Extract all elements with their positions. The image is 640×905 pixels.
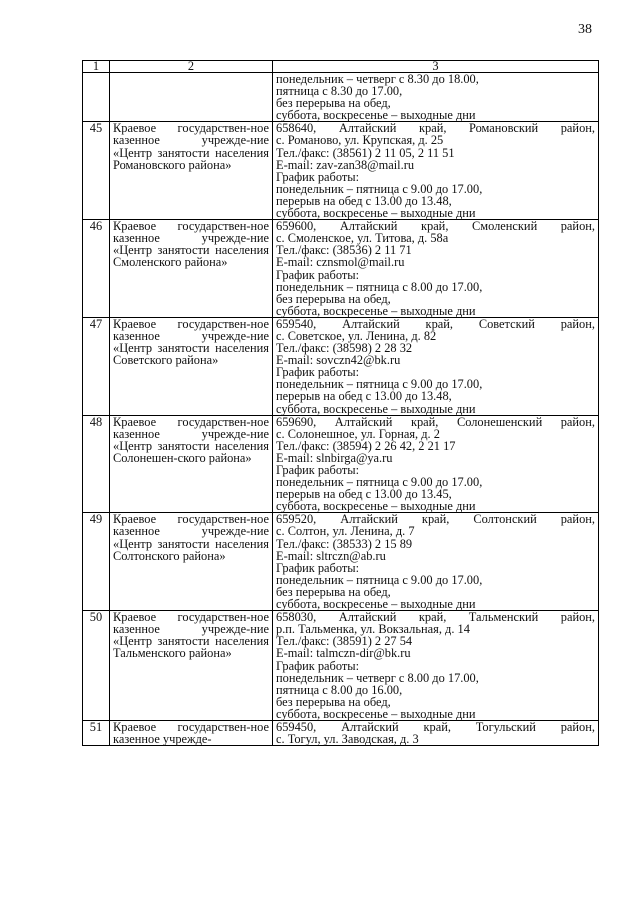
- contact-details: [273, 317, 599, 415]
- organization-name: Краевое государствен-ное казенное учрежде-ние «Центр занятости населения Солонешен-ского района»: [110, 415, 273, 513]
- details-line: E-mail: talmczn-dir@bk.ru: [276, 646, 411, 661]
- details-line: пятница с 8.30 до 17.00,: [276, 84, 403, 99]
- row-number: 50: [83, 611, 110, 721]
- details-line: График работы:: [276, 658, 360, 673]
- details-line: понедельник – пятница с 9.00 до 17.00,: [276, 377, 483, 392]
- details-line: 658640, Алтайский край, Романовский район,: [276, 121, 595, 136]
- details-line: без перерыва на обед,: [276, 584, 391, 599]
- details-line: понедельник – четверг с 8.30 до 18.00,: [276, 72, 479, 86]
- details-line: 658030, Алтайский край, Тальменский район,: [276, 610, 595, 625]
- details-line: суббота, воскресенье – выходные дни: [276, 206, 476, 221]
- table-row: [83, 513, 599, 611]
- organization-name: [110, 73, 273, 122]
- column-header-details: 3: [273, 61, 599, 73]
- details-line: суббота, воскресенье – выходные дни: [276, 401, 476, 416]
- details-line: понедельник – четверг с 8.00 до 17.00,: [276, 670, 479, 685]
- details-line: суббота, воскресенье – выходные дни: [276, 597, 476, 612]
- details-line: с. Советское, ул. Ленина, д. 82: [276, 328, 437, 343]
- details-line: без перерыва на обед,: [276, 96, 391, 111]
- details-line: 659540, Алтайский край, Советский район,: [276, 316, 595, 331]
- contact-details: [273, 415, 599, 513]
- row-number: 51: [83, 720, 110, 745]
- details-line: E-mail: sovczn42@bk.ru: [276, 353, 401, 368]
- details-line: График работы:: [276, 365, 360, 380]
- details-line: перерыв на обед с 13.00 до 13.48,: [276, 193, 452, 208]
- details-line: с. Солонешное, ул. Горная, д. 2: [276, 426, 440, 441]
- details-line: суббота, воскресенье – выходные дни: [276, 499, 476, 514]
- details-line: суббота, воскресенье – выходные дни: [276, 706, 476, 721]
- details-line: График работы:: [276, 560, 360, 575]
- row-number: 48: [83, 415, 110, 513]
- contact-details: [273, 220, 599, 318]
- details-line: Тел./факс: (38594) 2 26 42, 2 21 17: [276, 438, 456, 453]
- details-line: 659690, Алтайский край, Солонешенский район,: [276, 414, 595, 429]
- details-line: Тел./факс: (38591) 2 27 54: [276, 634, 413, 649]
- contact-details: [273, 611, 599, 721]
- details-line: с. Романово, ул. Крупская, д. 25: [276, 133, 444, 148]
- details-line: суббота, воскресенье – выходные дни: [276, 108, 476, 123]
- row-number: [83, 73, 110, 122]
- details-line: с. Солтон, ул. Ленина, д. 7: [276, 524, 415, 539]
- contact-details: [273, 720, 599, 745]
- row-number: 46: [83, 220, 110, 318]
- organization-name: Краевое государствен-ное казенное учрежде-ние «Центр занятости населения Солтонского района»: [110, 513, 273, 611]
- details-line: с. Тогул, ул. Заводская, д. 3: [276, 732, 419, 747]
- details-line: График работы:: [276, 463, 360, 477]
- table-row: [83, 415, 599, 513]
- organizations-table: [82, 60, 599, 746]
- details-line: Тел./факс: (38536) 2 11 71: [276, 243, 412, 258]
- table-header-row: [83, 61, 599, 73]
- organization-name: Краевое государствен-ное казенное учрежде-ние «Центр занятости населения Тальменского района»: [110, 611, 273, 721]
- details-line: без перерыва на обед,: [276, 694, 391, 709]
- table-row: [83, 720, 599, 745]
- details-line: суббота, воскресенье – выходные дни: [276, 303, 476, 318]
- details-line: понедельник – пятница с 9.00 до 17.00,: [276, 572, 483, 587]
- details-line: Тел./факс: (38533) 2 15 89: [276, 536, 413, 551]
- table-row: [83, 220, 599, 318]
- details-line: понедельник – пятница с 9.00 до 17.00,: [276, 181, 483, 196]
- details-line: перерыв на обед с 13.00 до 13.48,: [276, 389, 452, 404]
- organization-name: Краевое государствен-ное казенное учрежде-ние «Центр занятости населения Романовского района»: [110, 122, 273, 220]
- details-line: понедельник – пятница с 8.00 до 17.00,: [276, 279, 483, 294]
- details-line: E-mail: sltrczn@ab.ru: [276, 548, 386, 563]
- column-header-organization: 2: [110, 61, 273, 73]
- details-line: График работы:: [276, 267, 360, 282]
- details-line: р.п. Тальменка, ул. Вокзальная, д. 14: [276, 622, 470, 637]
- details-line: E-mail: slnbirga@ya.ru: [276, 450, 393, 465]
- row-number: 49: [83, 513, 110, 611]
- details-line: пятница с 8.00 до 16.00,: [276, 682, 403, 697]
- table-row-continuation: [83, 73, 599, 122]
- organization-name: Краевое государствен-ное казенное учрежде-: [110, 720, 273, 745]
- page-number: 38: [578, 22, 592, 37]
- details-line: E-mail: cznsmol@mail.ru: [276, 255, 405, 270]
- details-line: E-mail: zav-zan38@mail.ru: [276, 157, 415, 172]
- contact-details: [273, 513, 599, 611]
- table-row: [83, 122, 599, 220]
- details-line: 659600, Алтайский край, Смоленский район,: [276, 219, 595, 234]
- details-line: 659520, Алтайский край, Солтонский район,: [276, 512, 595, 527]
- organization-name: Краевое государствен-ное казенное учрежде-ние «Центр занятости населения Советского района»: [110, 317, 273, 415]
- organization-name: Краевое государствен-ное казенное учрежде-ние «Центр занятости населения Смоленского района»: [110, 220, 273, 318]
- contact-details: [273, 122, 599, 220]
- table-row: [83, 317, 599, 415]
- column-header-number: 1: [83, 61, 110, 73]
- details-line: понедельник – пятница с 9.00 до 17.00,: [276, 475, 483, 490]
- table-row: [83, 611, 599, 721]
- details-line: без перерыва на обед,: [276, 291, 391, 306]
- details-line: 659450, Алтайский край, Тогульский район,: [276, 719, 595, 734]
- contact-details: [273, 73, 599, 122]
- details-line: График работы:: [276, 169, 360, 184]
- details-line: Тел./факс: (38561) 2 11 05, 2 11 51: [276, 145, 455, 160]
- details-line: Тел./факс: (38598) 2 28 32: [276, 341, 413, 356]
- row-number: 45: [83, 122, 110, 220]
- row-number: 47: [83, 317, 110, 415]
- details-line: перерыв на обед с 13.00 до 13.45,: [276, 487, 452, 502]
- details-line: с. Смоленское, ул. Титова, д. 58а: [276, 231, 449, 246]
